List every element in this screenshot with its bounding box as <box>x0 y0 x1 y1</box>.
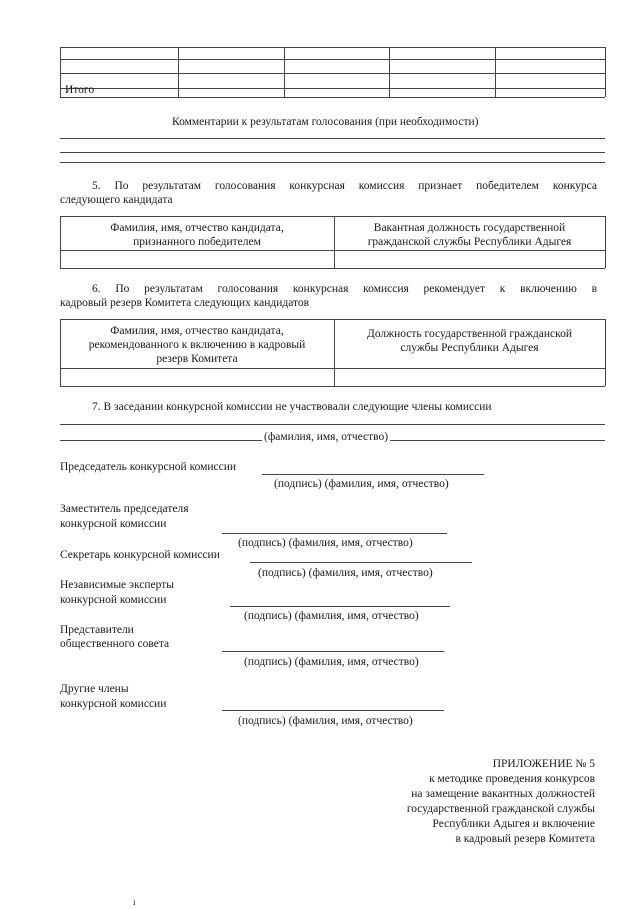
public-council-label: Представители <box>60 624 134 636</box>
deputy-label: конкурсной комиссии <box>60 518 167 530</box>
winner-col2-header: гражданской службы Республики Адыгея <box>367 236 572 248</box>
experts-caption: (подпись) (фамилия, имя, отчество) <box>244 610 419 622</box>
appendix-line: на замещение вакантных должностей <box>411 788 595 800</box>
other-members-label: конкурсной комиссии <box>60 698 167 710</box>
winner-col1-header: признанного победителем <box>133 236 261 248</box>
deputy-label: Заместитель председателя <box>60 503 189 515</box>
section7-caption: (фамилия, имя, отчество) <box>264 431 389 443</box>
page-mark: ı <box>133 897 136 907</box>
chairman-caption: (подпись) (фамилия, имя, отчество) <box>274 478 449 490</box>
section6-line2: кадровый резерв Комитета следующих кандидатов <box>60 297 310 309</box>
comments-line <box>60 162 605 163</box>
section7-line1: 7. В заседании конкурсной комиссии не участвовали следующие члены комиссии <box>92 401 492 413</box>
other-members-sign-line <box>222 710 444 711</box>
chairman-sign-line <box>262 474 484 475</box>
other-members-label: Другие члены <box>60 683 129 695</box>
experts-sign-line <box>230 606 450 607</box>
deputy-sign-line <box>222 533 447 534</box>
secretary-label: Секретарь конкурсной комиссии <box>60 549 220 561</box>
appendix-line: Республики Адыгея и включение <box>432 818 595 830</box>
reserve-col2-header: Должность государственной гражданской <box>366 328 573 340</box>
secretary-sign-line <box>250 562 472 563</box>
appendix-line: государственной гражданской службы <box>406 803 595 815</box>
public-council-label: общественного совета <box>60 638 170 650</box>
chairman-label: Председатель конкурсной комиссии <box>60 461 237 473</box>
secretary-caption: (подпись) (фамилия, имя, отчество) <box>258 567 433 579</box>
section6-line1: 6. По результатам голосования конкурсная комиссия рекомендует к включению в <box>92 283 597 295</box>
appendix-line: в кадровый резерв Комитета <box>455 833 595 845</box>
absent-members-line <box>60 424 605 425</box>
reserve-col1-header: рекомендованного к включению в кадровый <box>88 339 306 351</box>
experts-label: Независимые эксперты <box>60 579 174 591</box>
public-council-caption: (подпись) (фамилия, имя, отчество) <box>244 656 419 668</box>
appendix-title: ПРИЛОЖЕНИЕ № 5 <box>492 758 595 770</box>
reserve-col2-header: службы Республики Адыгея <box>400 342 539 354</box>
total-label: Итого <box>65 84 95 96</box>
deputy-caption: (подпись) (фамилия, имя, отчество) <box>238 537 413 549</box>
section5-line1: 5. По результатам голосования конкурсная комиссия признает победителем конкурса <box>92 180 597 192</box>
reserve-col1-header: Фамилия, имя, отчество кандидата, <box>110 325 284 337</box>
comments-line <box>60 138 605 139</box>
winner-col2-header: Вакантная должность государственной <box>373 222 566 234</box>
reserve-col1-header: резерв Комитета <box>156 353 238 365</box>
winner-col1-header: Фамилия, имя, отчество кандидата, <box>110 222 284 234</box>
other-members-caption: (подпись) (фамилия, имя, отчество) <box>238 715 413 727</box>
comments-line <box>60 152 605 153</box>
experts-label: конкурсной комиссии <box>60 594 167 606</box>
public-council-sign-line <box>222 651 444 652</box>
section5-line2: следующего кандидата <box>60 194 173 206</box>
comments-title: Комментарии к результатам голосования (при необходимости) <box>172 116 479 128</box>
appendix-line: к методике проведения конкурсов <box>429 773 595 785</box>
